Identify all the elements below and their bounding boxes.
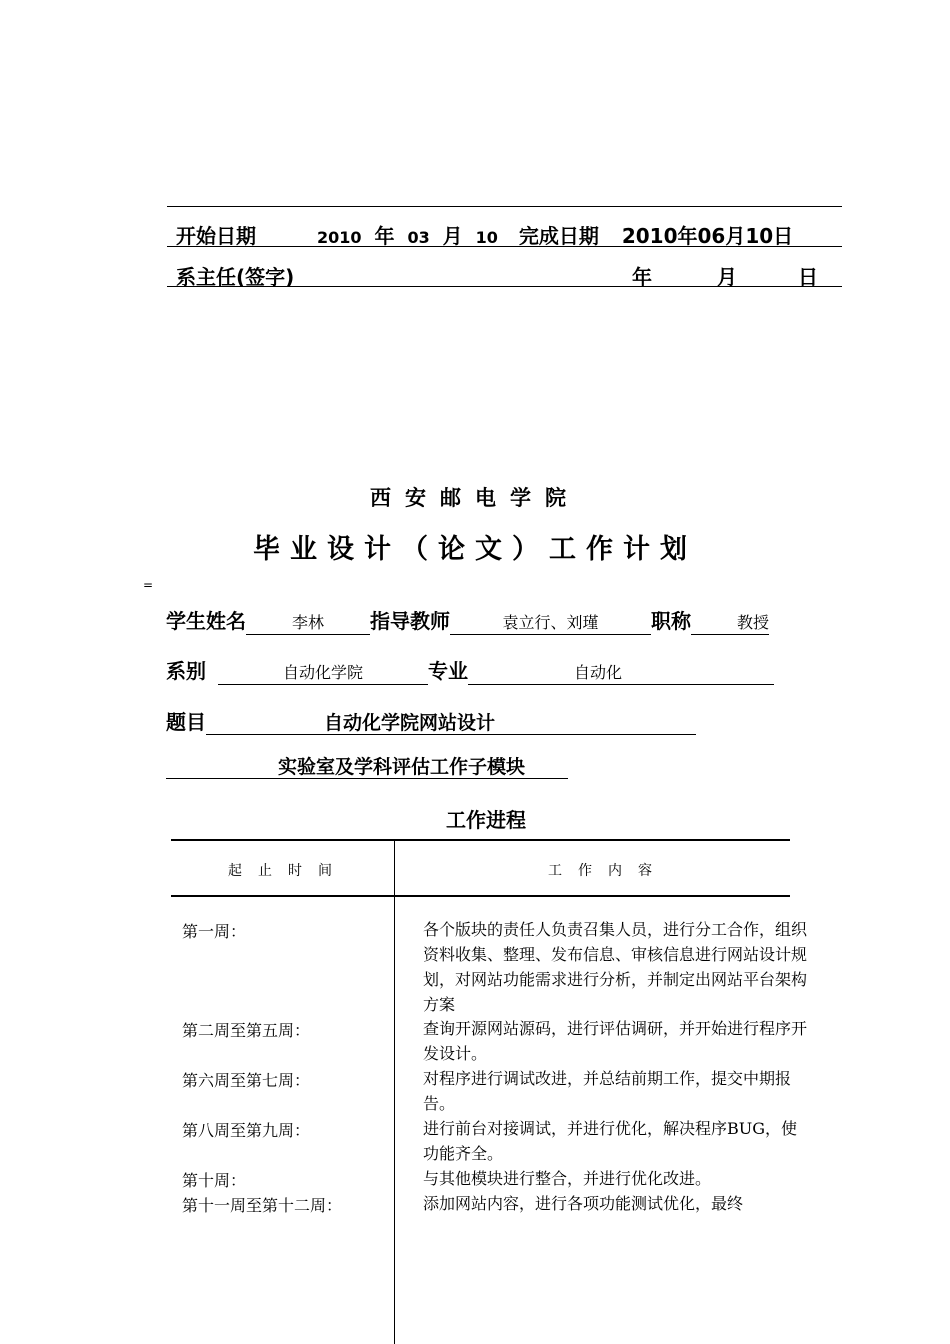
task-week-2-5: 查询开源网站源码，进行评估调研，并开始进行程序开发设计。 (423, 1019, 808, 1063)
period-week-2-5: 第二周至第五周： (182, 1021, 311, 1040)
start-month: 03 (407, 228, 430, 247)
plan-title: 毕业设计（论文）工作计划 (253, 534, 697, 565)
task-week-8-9: 进行前台对接调试，并进行优化，解决程序BUG，使功能齐全。 (423, 1119, 798, 1163)
table-top-border (167, 206, 842, 207)
schedule-top-rule (171, 839, 790, 841)
topic-line-2: 实验室及学科评估工作子模块 (166, 756, 568, 779)
student-row (166, 605, 769, 635)
col-time-header: 起止时间 (228, 863, 348, 879)
start-date-label: 开始日期 (176, 224, 256, 248)
rank-label: 职称 (651, 609, 691, 633)
task-week-1: 各个版块的责任人负责召集人员，进行分工合作，组织资料收集、整理、发布信息、审核信息进行网站设计规划，对网站功能需求进行分析，并制定出网站平台架构方案 (423, 920, 808, 1014)
advisor-value: 袁立行、刘瑾 (450, 612, 651, 635)
rank-value: 教授 (691, 612, 769, 635)
sig-year: 年 (632, 265, 652, 289)
schedule-title: 工作进程 (446, 808, 526, 832)
period-week-11-12: 第十一周至第十二周： (182, 1196, 343, 1215)
month-char: 月 (442, 224, 463, 248)
student-name-label: 学生姓名 (166, 609, 246, 633)
period-week-1: 第一周： (182, 922, 247, 941)
schedule-header-rule (171, 895, 790, 897)
major-value: 自动化 (468, 662, 774, 685)
period-week-6-7: 第六周至第七周： (182, 1071, 311, 1090)
dean-label: 系主任(签字) (176, 265, 295, 289)
sig-day: 日 (798, 265, 818, 289)
end-date-label: 完成日期 (518, 224, 599, 248)
year-char: 年 (374, 224, 395, 248)
start-year: 2010 (316, 228, 362, 247)
topic-row (166, 706, 696, 735)
advisor-label: 指导教师 (370, 609, 450, 633)
schedule-column-divider (394, 840, 395, 1344)
topic-line-1: 自动化学院网站设计 (206, 712, 696, 735)
period-week-10: 第十周： (182, 1171, 247, 1190)
dept-label: 系别 (166, 659, 206, 683)
col-content-header: 工作内容 (548, 863, 668, 879)
task-week-11-12: 添加网站内容，进行各项功能测试优化，最终 (423, 1194, 744, 1213)
table-middle-border (167, 246, 842, 247)
sig-month: 月 (717, 265, 737, 289)
end-date-value: 2010年06月10日 (621, 224, 794, 248)
school-name: 西安邮电学院 (370, 485, 580, 510)
dept-value: 自动化学院 (218, 662, 428, 685)
task-week-6-7: 对程序进行调试改进，并总结前期工作，提交中期报告。 (423, 1069, 792, 1113)
start-day: 10 (475, 228, 498, 247)
date-row (176, 220, 793, 249)
major-label: 专业 (428, 659, 468, 683)
table-bottom-border (167, 286, 842, 287)
stray-mark: = (143, 578, 154, 592)
dept-row (166, 655, 774, 685)
task-week-10: 与其他模块进行整合，并进行优化改进。 (423, 1169, 712, 1188)
topic-row-2 (166, 756, 568, 779)
period-week-8-9: 第八周至第九周： (182, 1121, 311, 1140)
topic-label: 题目 (166, 710, 206, 734)
student-name-value: 李林 (246, 612, 370, 635)
